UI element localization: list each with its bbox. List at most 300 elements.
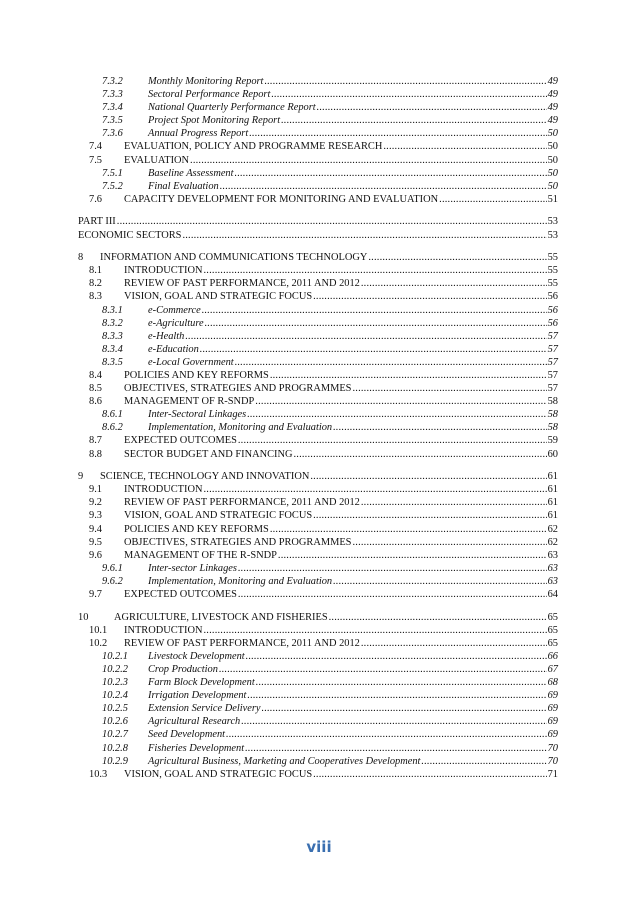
toc-entry[interactable]	[0, 448, 638, 461]
toc-entry-title: REVIEW OF PAST PERFORMANCE, 2011 AND 2012	[124, 278, 360, 290]
toc-entry-title: POLICIES AND KEY REFORMS	[124, 523, 269, 535]
toc-entry[interactable]	[0, 434, 638, 447]
toc-dot-leader	[249, 127, 546, 140]
toc-entry-title: MANAGEMENT OF R-SNDP	[124, 396, 255, 408]
toc-entry-title: Annual Progress Report	[148, 128, 249, 140]
toc-entry-line	[102, 663, 558, 676]
toc-entry-number: 9.3	[89, 510, 102, 522]
toc-dot-leader	[246, 650, 547, 663]
toc-entry-title: National Quarterly Performance Report	[148, 102, 316, 114]
toc-dot-leader	[235, 356, 547, 369]
toc-dot-leader	[313, 509, 547, 522]
toc-entry-number: 8.6.2	[102, 422, 123, 434]
toc-entry-page: 56	[547, 304, 558, 316]
toc-dot-leader	[352, 382, 546, 395]
toc-entry-title: Crop Production	[148, 663, 218, 675]
toc-entry-page: 69	[547, 729, 558, 741]
toc-dot-leader	[270, 369, 547, 382]
toc-entry-title: Livestock Development	[148, 650, 245, 662]
toc-entry-line	[89, 536, 558, 549]
toc-entry-title: EXPECTED OUTCOMES	[124, 588, 237, 600]
toc-entry-page: 57	[547, 343, 558, 355]
toc-dot-leader	[200, 343, 547, 356]
toc-dot-leader	[264, 75, 546, 88]
toc-entry[interactable]	[0, 343, 638, 356]
toc-entry[interactable]	[0, 114, 638, 127]
toc-entry-line	[89, 369, 558, 382]
toc-entry[interactable]	[0, 523, 638, 536]
toc-dot-leader	[333, 575, 546, 588]
toc-entry-number: 8.1	[89, 265, 102, 277]
toc-spacer	[0, 242, 638, 252]
toc-entry-line	[102, 650, 558, 663]
toc-entry-title: VISION, GOAL AND STRATEGIC FOCUS	[124, 768, 313, 780]
toc-entry-line	[89, 277, 558, 290]
toc-entry-line	[102, 88, 558, 101]
toc-entry[interactable]	[0, 728, 638, 741]
toc-entry-number: 7.6	[89, 193, 102, 205]
toc-dot-leader	[220, 180, 547, 193]
toc-dot-leader	[204, 264, 547, 277]
toc-dot-leader	[204, 483, 547, 496]
toc-entry-number: 10.1	[89, 624, 108, 636]
toc-entry[interactable]	[0, 755, 638, 768]
toc-entry-line	[102, 114, 558, 127]
toc-entry-line	[89, 193, 558, 206]
toc-entry-line	[89, 549, 558, 562]
toc-entry-line	[89, 509, 558, 522]
toc-entry[interactable]	[0, 180, 638, 193]
toc-entry-title: MANAGEMENT OF THE R-SNDP	[124, 549, 277, 561]
toc-dot-leader	[182, 229, 546, 242]
toc-entry-number: 7.3.2	[102, 76, 123, 87]
toc-entry-title: e-Local Government	[148, 356, 234, 368]
toc-entry-number: 10.2.3	[102, 677, 128, 689]
toc-entry-line	[102, 356, 558, 369]
toc-entry[interactable]	[0, 421, 638, 434]
toc-dot-leader	[205, 317, 547, 330]
toc-entry-number: 10.2.5	[102, 703, 128, 715]
toc-entry-line	[89, 154, 558, 167]
toc-entry-line	[102, 728, 558, 741]
page-number: viii	[306, 838, 332, 856]
toc-entry-title: INTRODUCTION	[124, 484, 203, 496]
toc-entry[interactable]	[0, 742, 638, 755]
toc-entry-title: e-Agriculture	[148, 317, 204, 329]
toc-dot-leader	[238, 562, 547, 575]
toc-entry-line	[102, 676, 558, 689]
toc-entry-line	[78, 215, 558, 228]
toc-entry-page: 60	[547, 448, 558, 460]
toc-entry-number: 10.2	[89, 637, 108, 649]
toc-entry-number: 10.3	[89, 768, 108, 780]
toc-entry-page: 59	[547, 435, 558, 447]
toc-dot-leader	[271, 88, 546, 101]
toc-entry-title: Inter-sector Linkages	[148, 562, 237, 574]
toc-entry-page: 63	[547, 549, 558, 561]
toc-dot-leader	[317, 101, 547, 114]
toc-entry-title: Sectoral Performance Report	[148, 89, 271, 101]
toc-entry-page: 61	[547, 497, 558, 509]
toc-entry[interactable]	[0, 496, 638, 509]
toc-entry-title: Implementation, Monitoring and Evaluation	[148, 422, 333, 434]
toc-dot-leader	[329, 611, 547, 624]
toc-dot-leader	[368, 251, 546, 264]
toc-entry-page: 68	[547, 677, 558, 689]
toc-entry-line	[78, 611, 558, 624]
toc-entry-title: e-Health	[148, 330, 185, 342]
toc-entry-page: 50	[547, 128, 558, 140]
toc-dot-leader	[238, 588, 547, 601]
toc-entry-title: Agricultural Business, Marketing and Cooperatives Development	[148, 755, 421, 767]
toc-entry[interactable]	[0, 277, 638, 290]
toc-entry-line	[102, 562, 558, 575]
toc-dot-leader	[421, 755, 546, 768]
toc-dot-leader	[117, 215, 547, 228]
toc-entry-number: 8.3	[89, 291, 102, 303]
toc-dot-leader	[313, 290, 547, 303]
toc-entry-number: 8.3.1	[102, 304, 123, 316]
toc-dot-leader	[361, 496, 547, 509]
toc-entry[interactable]	[0, 408, 638, 421]
toc-entry-line	[89, 382, 558, 395]
toc-entry-number: 7.3.4	[102, 102, 123, 114]
toc-entry-number: 8.3.2	[102, 317, 123, 329]
toc-entry-line	[102, 755, 558, 768]
toc-entry-line	[89, 624, 558, 637]
toc-spacer	[0, 206, 638, 216]
toc-entry-line	[78, 229, 558, 242]
toc-entry-page: 69	[547, 703, 558, 715]
toc-entry-page: 49	[547, 89, 558, 101]
toc-entry-title: Extension Service Delivery	[148, 703, 261, 715]
toc-entry[interactable]	[0, 290, 638, 303]
toc-dot-leader	[352, 536, 546, 549]
toc-entry-number: 9.2	[89, 497, 102, 509]
toc-entry-number: 10	[78, 611, 89, 623]
toc-entry-title: Monthly Monitoring Report	[148, 76, 264, 87]
toc-entry[interactable]	[0, 395, 638, 408]
toc-dot-leader	[293, 448, 546, 461]
toc-entry[interactable]	[0, 75, 638, 88]
toc-entry-title: VISION, GOAL AND STRATEGIC FOCUS	[124, 510, 313, 522]
toc-entry-number: 7.5	[89, 154, 102, 166]
toc-entry-page: 55	[547, 252, 558, 264]
toc-entry-line	[102, 715, 558, 728]
toc-entry[interactable]	[0, 562, 638, 575]
toc-entry-title: AGRICULTURE, LIVESTOCK AND FISHERIES	[114, 611, 328, 623]
toc-entry-line	[89, 140, 558, 153]
toc-entry-title: INFORMATION AND COMMUNICATIONS TECHNOLOGY	[100, 252, 368, 264]
toc-entry-line	[89, 434, 558, 447]
toc-entry-title: CAPACITY DEVELOPMENT FOR MONITORING AND EVALUATION	[124, 193, 439, 205]
toc-entry[interactable]	[0, 264, 638, 277]
toc-entry-page: 57	[547, 383, 558, 395]
toc-dot-leader	[256, 676, 547, 689]
toc-entry-page: 55	[547, 278, 558, 290]
toc-entry-number: 8.8	[89, 448, 102, 460]
toc-dot-leader	[281, 114, 547, 127]
toc-entry-page: 58	[547, 409, 558, 421]
toc-entry-title: ECONOMIC SECTORS	[78, 229, 182, 241]
toc-entry-page: 50	[547, 180, 558, 192]
toc-dot-leader	[270, 523, 547, 536]
toc-entry-page: 65	[547, 637, 558, 649]
toc-entry[interactable]	[0, 229, 638, 242]
toc-entry[interactable]	[0, 549, 638, 562]
toc-entry[interactable]	[0, 588, 638, 601]
toc-entry-title: SCIENCE, TECHNOLOGY AND INNOVATION	[100, 471, 310, 483]
toc-entry-number: 8.5	[89, 383, 102, 395]
toc-entry-line	[89, 395, 558, 408]
toc-entry-page: 49	[547, 102, 558, 114]
toc-entry[interactable]	[0, 88, 638, 101]
toc-entry-line	[89, 768, 558, 781]
toc-entry-page: 49	[547, 76, 558, 87]
toc-dot-leader	[190, 154, 547, 167]
toc-entry[interactable]	[0, 215, 638, 228]
toc-entry-line	[89, 523, 558, 536]
toc-entry-line	[102, 304, 558, 317]
toc-dot-leader	[226, 728, 547, 741]
toc-entry-number: 10.2.2	[102, 663, 128, 675]
toc-dot-leader	[262, 702, 547, 715]
toc-entry-number: 8.6.1	[102, 409, 123, 421]
toc-entry-title: Baseline Assessment	[148, 167, 234, 179]
toc-entry-page: 65	[547, 624, 558, 636]
toc-entry[interactable]	[0, 689, 638, 702]
toc-dot-leader	[202, 304, 547, 317]
toc-entry-title: e-Commerce	[148, 304, 201, 316]
toc-entry-line	[102, 167, 558, 180]
toc-entry-page: 61	[547, 471, 558, 483]
toc-entry-page: 53	[547, 229, 558, 241]
toc-entry-line	[89, 483, 558, 496]
toc-entry[interactable]	[0, 611, 638, 624]
toc-entry-page: 58	[547, 422, 558, 434]
toc-entry-title: SECTOR BUDGET AND FINANCING	[124, 448, 293, 460]
toc-dot-leader	[361, 277, 547, 290]
toc-entry[interactable]	[0, 624, 638, 637]
toc-entry-line	[102, 702, 558, 715]
toc-entry-number: 8.6	[89, 396, 102, 408]
toc-entry-line	[102, 742, 558, 755]
toc-entry-number: 9.6.1	[102, 562, 123, 574]
toc-entry-line	[102, 575, 558, 588]
toc-entry-title: INTRODUCTION	[124, 265, 203, 277]
toc-entry-page: 63	[547, 562, 558, 574]
toc-spacer	[0, 461, 638, 471]
toc-entry-page: 53	[547, 216, 558, 228]
toc-dot-leader	[245, 742, 547, 755]
toc-entry-page: 66	[547, 650, 558, 662]
toc-entry-page: 69	[547, 690, 558, 702]
toc-dot-leader	[247, 689, 546, 702]
toc-entry-title: Inter-Sectoral Linkages	[148, 409, 247, 421]
toc-entry-title: INTRODUCTION	[124, 624, 203, 636]
toc-entry-number: 8.7	[89, 435, 102, 447]
toc-entry-page: 63	[547, 575, 558, 587]
toc-entry-page: 57	[547, 369, 558, 381]
toc-entry-page: 64	[547, 588, 558, 600]
toc-entry[interactable]	[0, 509, 638, 522]
toc-entry-title: e-Education	[148, 343, 199, 355]
toc-entry-number: 8.3.4	[102, 343, 123, 355]
toc-entry-title: Irrigation Development	[148, 690, 247, 702]
toc-entry[interactable]	[0, 768, 638, 781]
toc-dot-leader	[219, 663, 547, 676]
toc-entry-number: 8	[78, 252, 84, 264]
toc-entry-line	[89, 496, 558, 509]
toc-entry-line	[102, 421, 558, 434]
toc-entry[interactable]	[0, 251, 638, 264]
toc-entry-page: 51	[547, 193, 558, 205]
toc-entry-page: 50	[547, 154, 558, 166]
toc-entry-page: 69	[547, 716, 558, 728]
toc-entry-number: 10.2.9	[102, 755, 128, 767]
toc-dot-leader	[185, 330, 546, 343]
toc-entry-page: 57	[547, 330, 558, 342]
toc-entry-number: 10.2.8	[102, 742, 128, 754]
toc-entry-page: 65	[547, 611, 558, 623]
toc-entry-number: 9.7	[89, 588, 102, 600]
toc-entry[interactable]	[0, 356, 638, 369]
toc-entry-title: REVIEW OF PAST PERFORMANCE, 2011 AND 2012	[124, 637, 360, 649]
toc-entry[interactable]	[0, 676, 638, 689]
toc-dot-leader	[313, 768, 547, 781]
toc-entry-title: EXPECTED OUTCOMES	[124, 435, 237, 447]
toc-entry-line	[89, 637, 558, 650]
toc-entry-number: 8.3.3	[102, 330, 123, 342]
toc-entry-line	[102, 317, 558, 330]
toc-dot-leader	[333, 421, 546, 434]
toc-entry-page: 55	[547, 265, 558, 277]
toc-dot-leader	[204, 624, 547, 637]
toc-entry-page: 61	[547, 484, 558, 496]
toc-entry-page: 58	[547, 396, 558, 408]
toc-entry-line	[102, 127, 558, 140]
toc-entry-title: EVALUATION, POLICY AND PROGRAMME RESEARCH	[124, 141, 383, 153]
toc-entry-line	[102, 75, 558, 88]
toc-entry-number: 10.2.1	[102, 650, 128, 662]
toc-entry-title: Fisheries Development	[148, 742, 245, 754]
toc-entry-number: 7.3.3	[102, 89, 123, 101]
toc-entry-number: 7.5.2	[102, 180, 123, 192]
toc-entry-page: 50	[547, 167, 558, 179]
toc-entry-line	[78, 251, 558, 264]
toc-entry-number: 7.3.5	[102, 115, 123, 127]
toc-entry-line	[102, 101, 558, 114]
toc-entry-title: OBJECTIVES, STRATEGIES AND PROGRAMMES	[124, 383, 352, 395]
toc-entry-page: 57	[547, 356, 558, 368]
toc-entry[interactable]	[0, 382, 638, 395]
toc-dot-leader	[383, 140, 546, 153]
toc-entry-line	[102, 180, 558, 193]
toc-entry[interactable]	[0, 140, 638, 153]
toc-entry[interactable]	[0, 470, 638, 483]
toc-entry[interactable]	[0, 167, 638, 180]
toc-entry-page: 61	[547, 510, 558, 522]
toc-entry-page: 67	[547, 663, 558, 675]
toc-entry-number: 8.3.5	[102, 356, 123, 368]
toc-entry[interactable]	[0, 369, 638, 382]
toc-entry-number: 7.4	[89, 141, 102, 153]
toc-entry-number: 7.5.1	[102, 167, 123, 179]
table-of-contents	[0, 75, 638, 781]
toc-entry-line	[102, 343, 558, 356]
toc-entry-line	[102, 689, 558, 702]
toc-entry-title: OBJECTIVES, STRATEGIES AND PROGRAMMES	[124, 536, 352, 548]
toc-entry[interactable]	[0, 715, 638, 728]
toc-dot-leader	[310, 470, 546, 483]
toc-entry[interactable]	[0, 483, 638, 496]
toc-entry[interactable]	[0, 330, 638, 343]
toc-entry-page: 70	[547, 742, 558, 754]
toc-entry[interactable]	[0, 637, 638, 650]
toc-entry-number: 10.2.6	[102, 716, 128, 728]
toc-entry-title: Project Spot Monitoring Report	[148, 115, 281, 127]
toc-entry[interactable]	[0, 127, 638, 140]
toc-dot-leader	[278, 549, 547, 562]
toc-entry-title: Farm Block Development	[148, 677, 255, 689]
toc-entry-page: 50	[547, 141, 558, 153]
toc-entry-line	[102, 408, 558, 421]
toc-entry-number: 9.4	[89, 523, 102, 535]
toc-entry-title: EVALUATION	[124, 154, 190, 166]
toc-spacer	[0, 601, 638, 611]
toc-entry-page: 56	[547, 291, 558, 303]
toc-entry[interactable]	[0, 650, 638, 663]
toc-entry[interactable]	[0, 575, 638, 588]
toc-dot-leader	[255, 395, 546, 408]
toc-entry[interactable]	[0, 101, 638, 114]
toc-dot-leader	[361, 637, 547, 650]
toc-entry-page: 71	[547, 768, 558, 780]
toc-entry-page: 62	[547, 536, 558, 548]
toc-entry[interactable]	[0, 317, 638, 330]
toc-entry-line	[78, 470, 558, 483]
toc-entry-line	[89, 290, 558, 303]
toc-dot-leader	[238, 434, 547, 447]
toc-entry-page: 49	[547, 115, 558, 127]
toc-dot-leader	[235, 167, 547, 180]
toc-entry-line	[89, 264, 558, 277]
toc-entry-line	[89, 448, 558, 461]
toc-entry-title: Agricultural Research	[148, 716, 241, 728]
toc-entry[interactable]	[0, 663, 638, 676]
toc-entry-number: 7.3.6	[102, 128, 123, 140]
toc-dot-leader	[247, 408, 546, 421]
toc-entry-number: 9.6.2	[102, 575, 123, 587]
toc-entry[interactable]	[0, 193, 638, 206]
toc-entry-page: 56	[547, 317, 558, 329]
toc-entry-number: 10.2.7	[102, 729, 128, 741]
toc-entry[interactable]	[0, 702, 638, 715]
toc-entry-title: Final Evaluation	[148, 180, 219, 192]
toc-entry[interactable]	[0, 304, 638, 317]
toc-entry-title: POLICIES AND KEY REFORMS	[124, 369, 269, 381]
toc-entry-line	[102, 330, 558, 343]
toc-entry[interactable]	[0, 154, 638, 167]
toc-entry-number: 9.6	[89, 549, 102, 561]
toc-entry-number: 10.2.4	[102, 690, 128, 702]
toc-entry-title: Implementation, Monitoring and Evaluation	[148, 575, 333, 587]
toc-entry-number: 9.5	[89, 536, 102, 548]
toc-entry-page: 62	[547, 523, 558, 535]
toc-dot-leader	[439, 193, 546, 206]
toc-entry[interactable]	[0, 536, 638, 549]
toc-dot-leader	[241, 715, 546, 728]
